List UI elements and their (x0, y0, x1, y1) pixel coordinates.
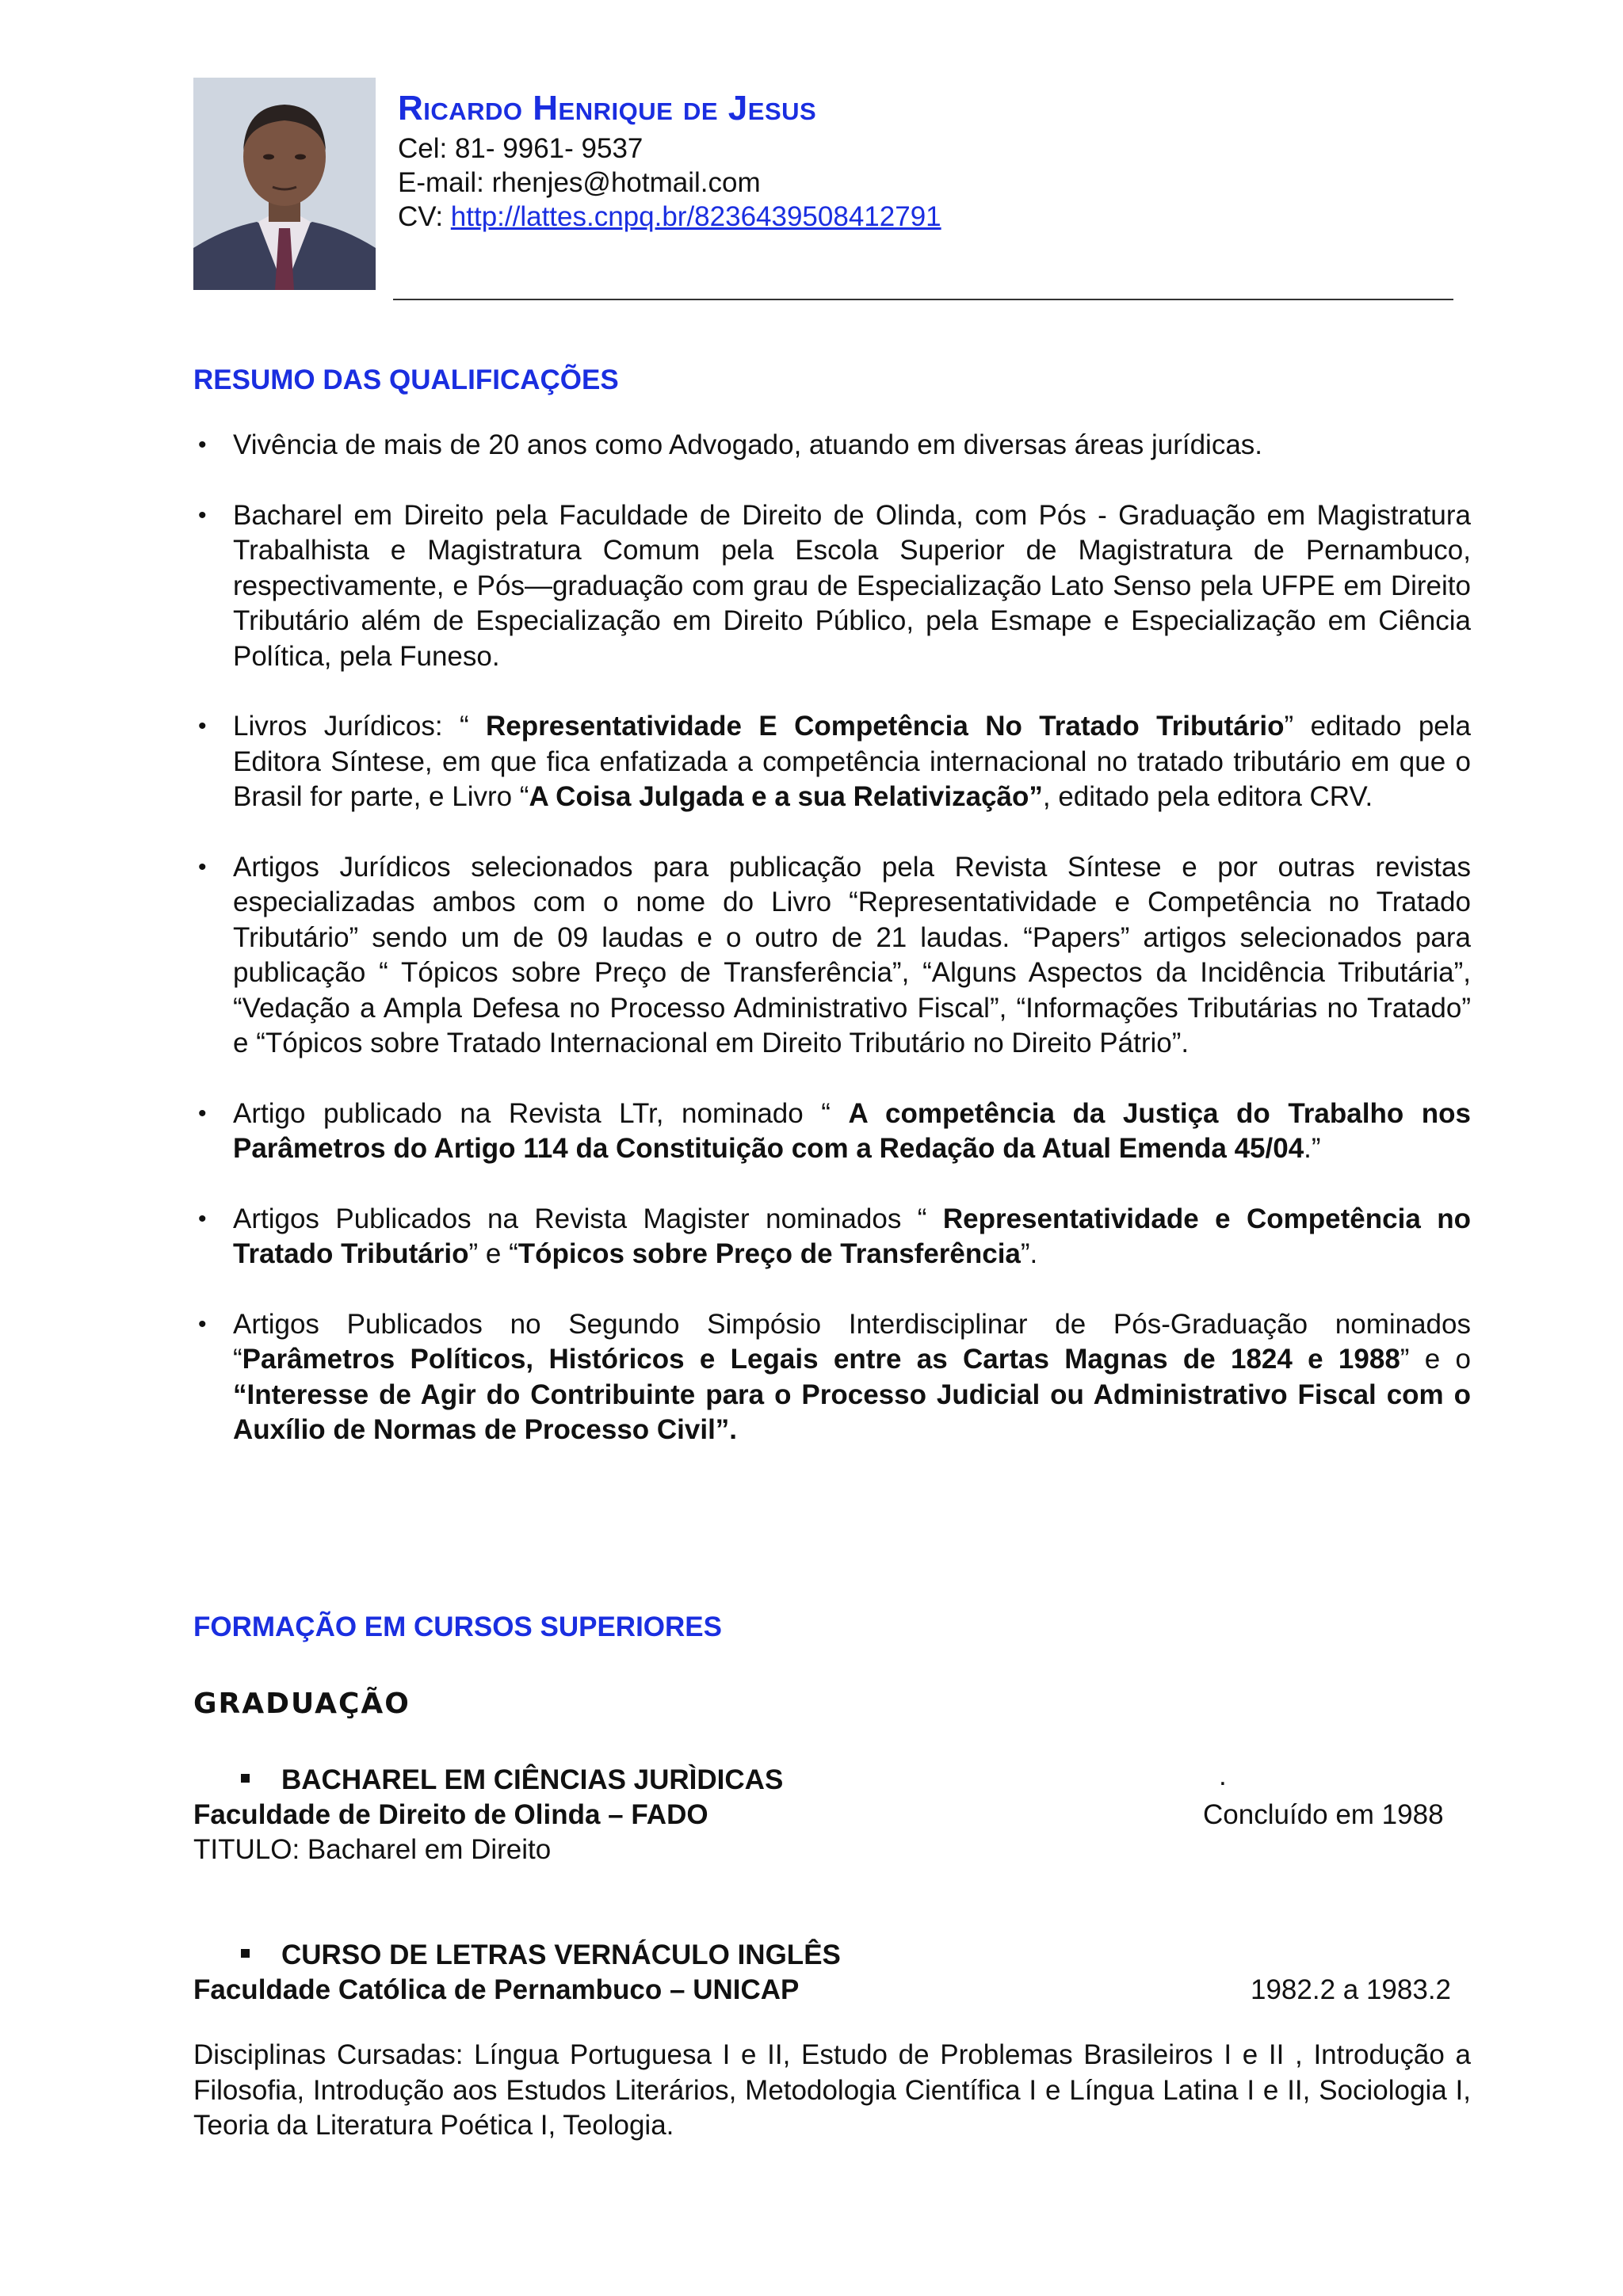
institution-fado: Faculdade de Direito de Olinda – FADO (193, 1799, 708, 1830)
course-title-letras (241, 1939, 841, 1971)
course-degree-title: TITULO: Bacharel em Direito (193, 1834, 552, 1865)
item-text: ”. (1020, 1238, 1038, 1269)
item-text: Artigos Publicados no Segundo Simpósio Interdisciplinar de Pós-Graduação nominados “ (233, 1308, 1471, 1375)
institution-unicap: Faculdade Católica de Pernambuco – UNICAP (193, 1974, 800, 2005)
item-text: .” (1304, 1133, 1321, 1164)
article-title: A competência da Justiça do Trabalho nos Parâmetros do Artigo 114 da Constituição com a Redação da Atual Emenda 45/04 (233, 1097, 1471, 1164)
course-title-text: BACHAREL EM CIÊNCIAS JURÌDICAS (281, 1764, 784, 1795)
item-text: Vivência de mais de 20 anos como Advogado, atuando em diversas áreas jurídicas. (233, 429, 1263, 460)
article-title-1: Representatividade e Competência no Tratado Tributário (233, 1203, 1471, 1269)
profile-photo (193, 78, 376, 290)
course-period-1: Concluído em 1988 (1203, 1799, 1444, 1830)
list-item (193, 850, 1471, 1062)
cv-line (398, 201, 941, 233)
section-title-resumo: RESUMO DAS QUALIFICAÇÕES (193, 364, 619, 395)
phone-number: Cel: 81- 9961- 9537 (398, 133, 643, 164)
list-item (193, 709, 1471, 815)
list-item (193, 1097, 1471, 1167)
section-title-formacao: FORMAÇÃO EM CURSOS SUPERIORES (193, 1611, 722, 1642)
course-period-2: 1982.2 a 1983.2 (1251, 1974, 1452, 2005)
item-text: Artigos Jurídicos selecionados para publicação pela Revista Síntese e por outras revistas especializadas ambos com o nome do Livro “Representatividade e Competência no Tratado Tributário” sendo um de 09 laudas e o outro de 21 laudas. “Papers” artigos selecionados para publicação “ Tópicos sobre Preço de Transferência”, “Alguns Aspectos da Incidência Tributária”, “Vedação a Ampla Defesa no Processo Administrativo Fiscal”, “Informações Tributárias no Tratado” e “Tópicos sobre Tratado Internacional em Direito Tributário no Direito Pátrio”. (233, 851, 1471, 1058)
list-item (193, 1307, 1471, 1448)
disciplinas-cursadas: Disciplinas Cursadas: Língua Portuguesa I e II, Estudo de Problemas Brasileiros I e II , Introdução a Filosofia, Introdução aos Estudos Literários, Metodologia Científica I e Língua Latina I e II, Sociologia I, Teoria da Literatura Poética I, Teologia. (193, 2039, 1471, 2141)
bullet-icon: • (198, 1310, 207, 1337)
book-title-2: A Coisa Julgada e a sua Relativização” (529, 781, 1043, 812)
email-address: E-mail: rhenjes@hotmail.com (398, 167, 761, 198)
portrait-image (193, 78, 376, 290)
bullet-icon: • (198, 853, 207, 880)
item-text: Bacharel em Direito pela Faculdade de Direito de Olinda, com Pós - Graduação em Magistratura Trabalhista e Magistratura Comum pela Escola Superior de Magistratura de Pernambuco, respectivamente, e Pós—graduação com grau de Especialização Lato Senso pela UFPE em Direito Tributário além de Especialização em Direito Público, pela Esmape e Especialização em Ciência Política, pela Funeso. (233, 499, 1471, 672)
bullet-icon: • (198, 432, 207, 458)
item-text: , editado pela editora CRV. (1042, 781, 1373, 812)
header-divider (393, 299, 1453, 300)
book-title-1: Representatividade E Competência No Tratado Tributário (486, 711, 1285, 742)
square-bullet-icon (241, 1774, 250, 1783)
list-item (193, 498, 1471, 675)
bullet-icon: • (198, 713, 207, 739)
item-text: ” e o (1400, 1344, 1471, 1375)
item-text: Artigos Publicados na Revista Magister nominados “ (233, 1203, 943, 1234)
list-item (193, 1202, 1471, 1272)
trailing-dot: . (1219, 1760, 1227, 1791)
qualifications-list (193, 428, 1471, 1483)
item-text: Livros Jurídicos: “ (233, 711, 487, 742)
bullet-icon: • (198, 1100, 207, 1127)
item-text: ” editado pela Editora Síntese, em que fica enfatizada a competência internacional no tratado tributário em que o Brasil for parte, e Livro “ (233, 711, 1471, 812)
subsection-title-graduacao: GRADUAÇÃO (193, 1688, 411, 1720)
article-title-1: Parâmetros Políticos, Históricos e Legais entre as Cartas Magnas de 1824 e 1988 (242, 1344, 1400, 1375)
item-text: ” e “ (468, 1238, 518, 1269)
lattes-link[interactable]: http://lattes.cnpq.br/8236439508412791 (450, 201, 941, 232)
candidate-name: Ricardo Henrique de Jesus (398, 89, 817, 128)
bullet-icon: • (198, 1205, 207, 1232)
cv-label: CV: (398, 201, 451, 232)
article-title-2: “Interesse de Agir do Contribuinte para o Processo Judicial ou Administrativo Fiscal com o Auxílio de Normas de Processo Civil”. (233, 1379, 1471, 1445)
list-item (193, 428, 1471, 463)
square-bullet-icon (241, 1949, 250, 1958)
article-title-2: Tópicos sobre Preço de Transferência (517, 1238, 1021, 1269)
item-text: Artigo publicado na Revista LTr, nominado “ (233, 1097, 849, 1129)
course-title-text: CURSO DE LETRAS VERNÁCULO INGLÊS (281, 1939, 841, 1970)
course-title-direito (241, 1764, 783, 1796)
bullet-icon: • (198, 502, 207, 528)
